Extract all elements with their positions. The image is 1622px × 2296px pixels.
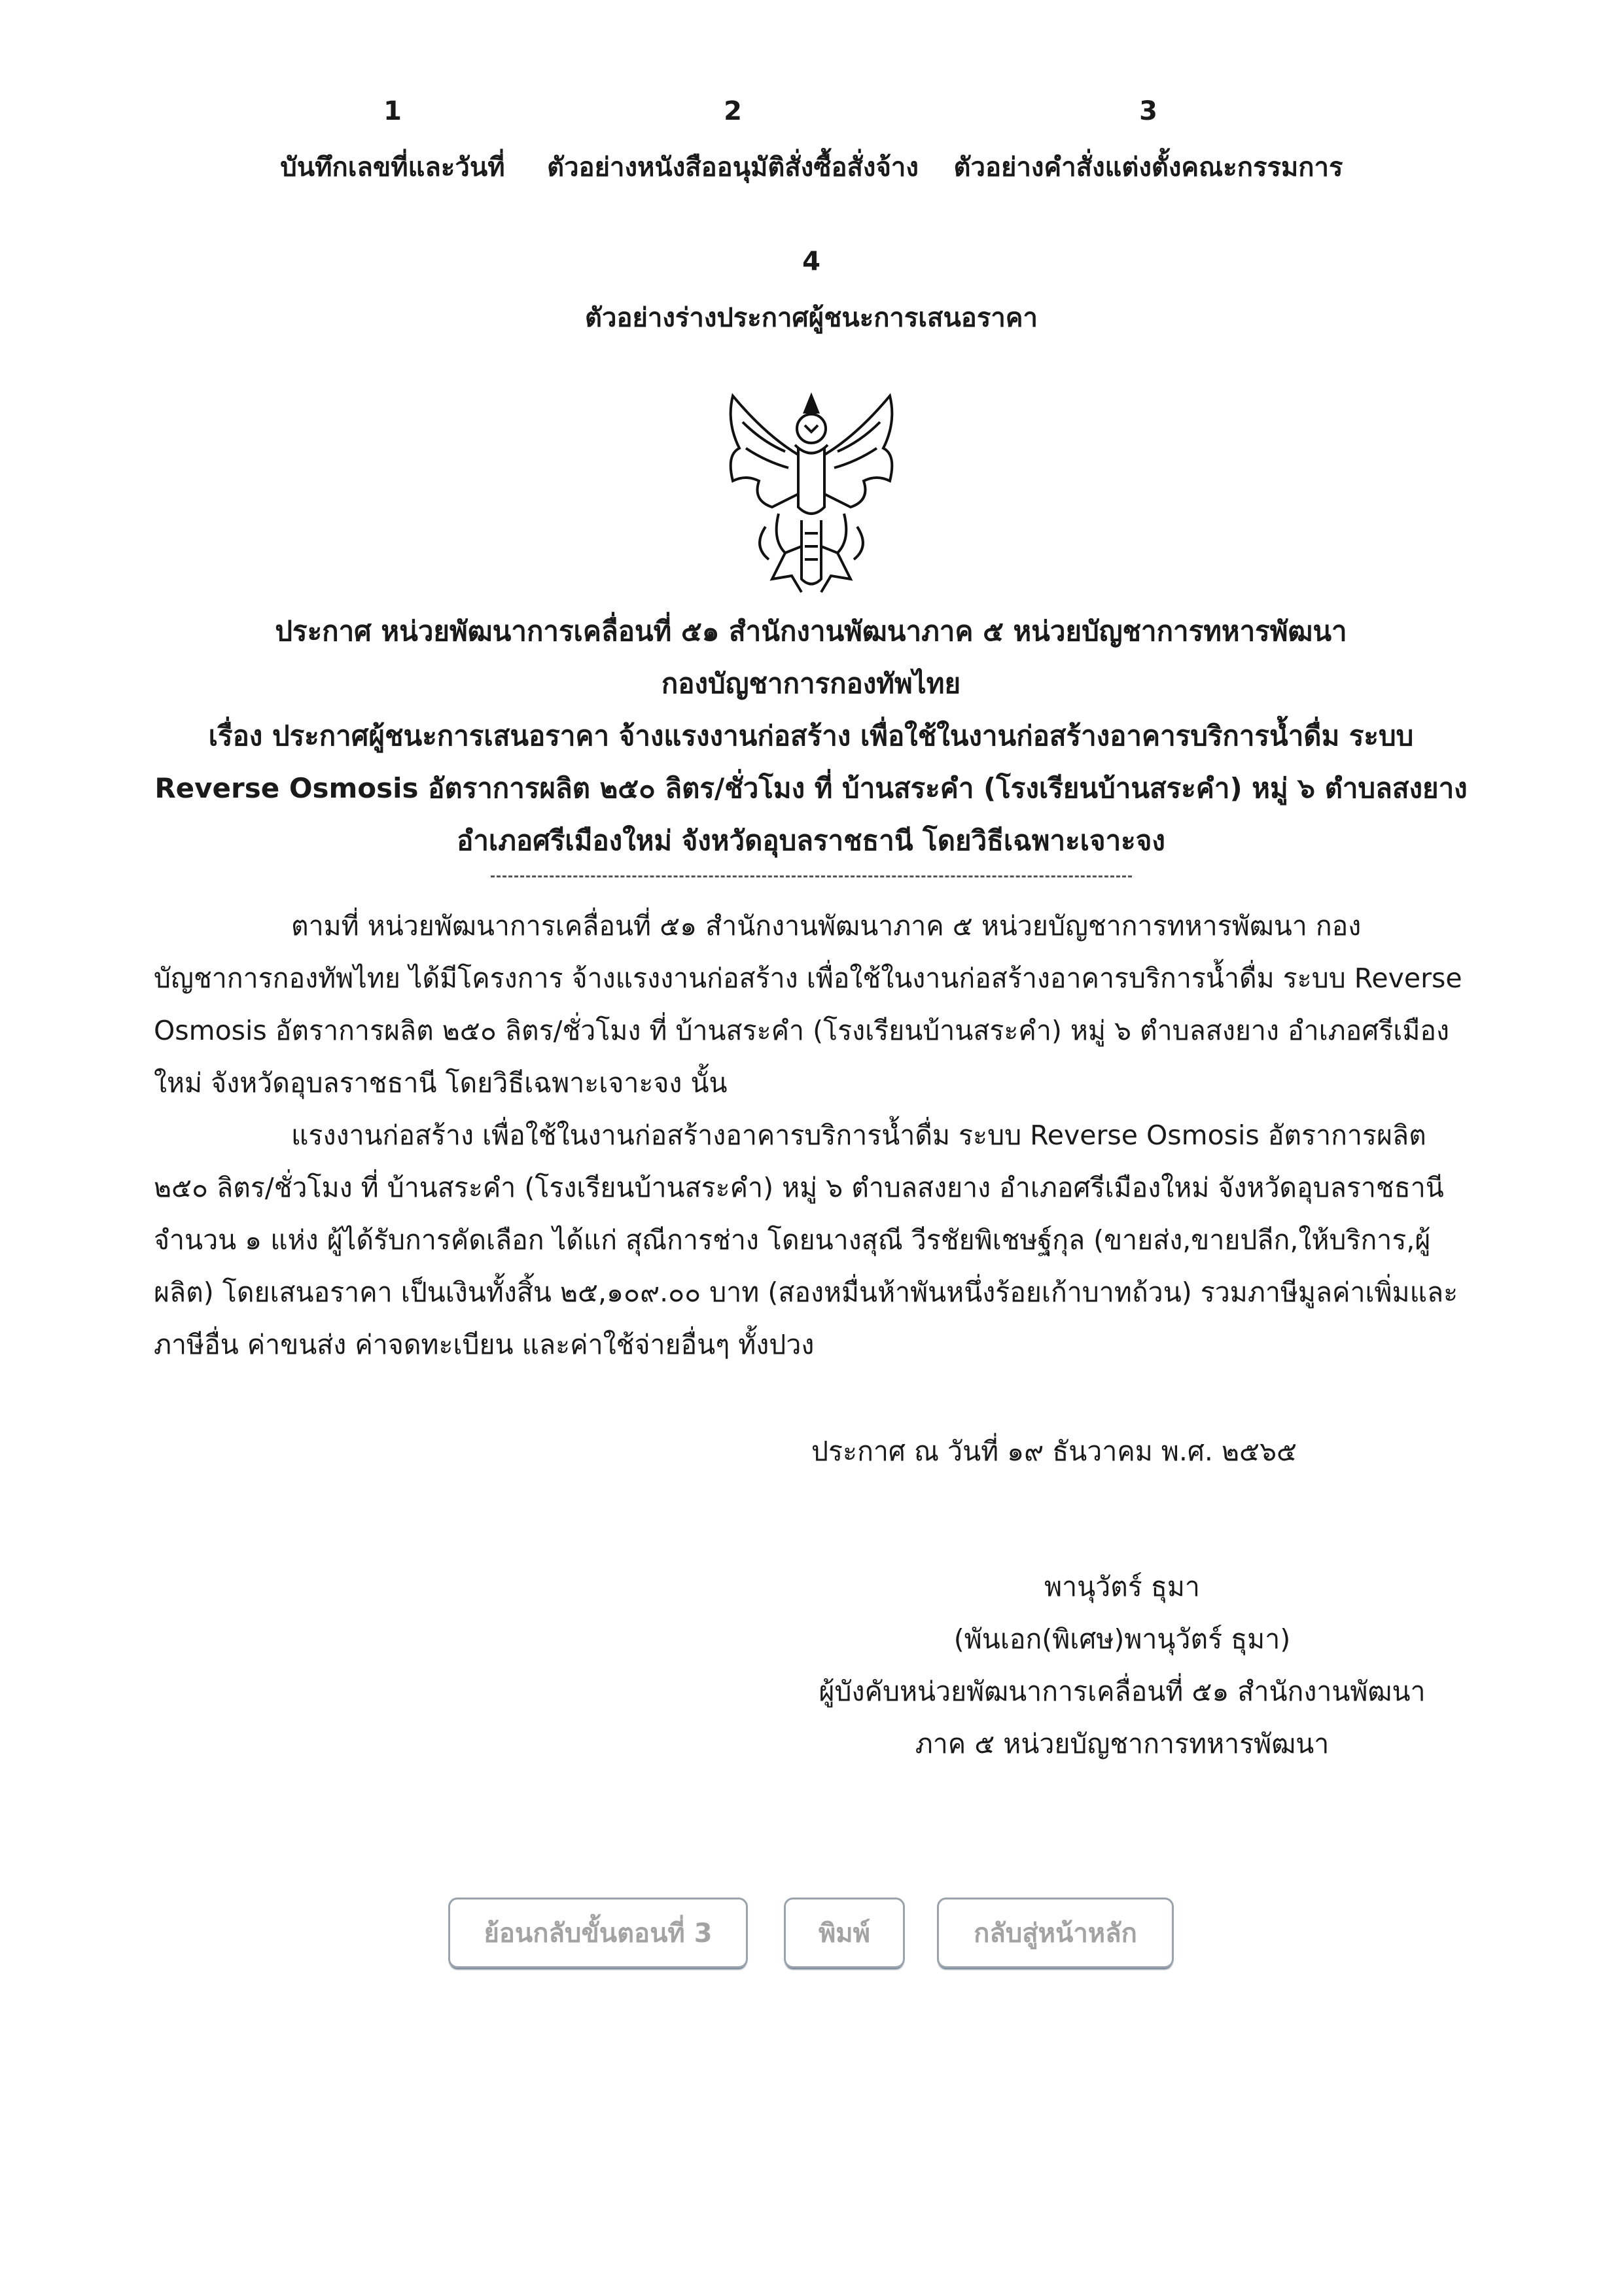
heading-line-3: เรื่อง ประกาศผู้ชนะการเสนอราคา จ้างแรงงานก่อสร้าง เพื่อใช้ในงานก่อสร้างอาคารบริการน้ำดื่ม ระบบ bbox=[208, 720, 1414, 752]
step-1-label: บันทึกเลขที่และวันที่ bbox=[280, 152, 505, 183]
step-2-number: 2 bbox=[724, 96, 742, 126]
signature-name: พานุวัตร์ ธุมา bbox=[1044, 1571, 1200, 1602]
announcement-date: ประกาศ ณ วันที่ ๑๙ ธันวาคม พ.ศ. ๒๕๖๕ bbox=[811, 1436, 1297, 1467]
step-4-label: ตัวอย่างร่างประกาศผู้ชนะการเสนอราคา bbox=[585, 303, 1038, 333]
signature-position-line-2: ภาค ๕ หน่วยบัญชาการทหารพัฒนา bbox=[915, 1728, 1330, 1759]
heading-line-5: อำเภอศรีเมืองใหม่ จังหวัดอุบลราชธานี โดยวิธีเฉพาะเจาะจง bbox=[457, 824, 1165, 857]
back-to-step-3-button[interactable]: ย้อนกลับขั้นตอนที่ 3 bbox=[448, 1898, 748, 1968]
heading-line-4: Reverse Osmosis อัตราการผลิต ๒๕๐ ลิตร/ชั่วโมง ที่ บ้านสระคำ (โรงเรียนบ้านสระคำ) หมู่ ๖ ตำบลสงยาง bbox=[154, 772, 1468, 804]
step-3-number: 3 bbox=[1139, 96, 1157, 126]
step-3-label: ตัวอย่างคำสั่งแต่งตั้งคณะกรรมการ bbox=[953, 152, 1343, 183]
garuda-emblem-icon bbox=[707, 383, 916, 605]
step-4[interactable] bbox=[585, 242, 1038, 338]
step-3[interactable] bbox=[954, 92, 1343, 187]
step-1[interactable] bbox=[280, 92, 504, 187]
announcement-heading bbox=[98, 605, 1524, 867]
body-paragraph-1: ตามที่ หน่วยพัฒนาการเคลื่อนที่ ๕๑ สำนักงานพัฒนาภาค ๕ หน่วยบัญชาการทหารพัฒนา กองบัญชาการกองทัพไทย ได้มีโครงการ จ้างแรงงานก่อสร้าง เพื่อใช้ในงานก่อสร้างอาคารบริการน้ำดื่ม ระบบ Reverse Osmosis อัตราการผลิต ๒๕๐ ลิตร/ชั่วโมง ที่ บ้านสระคำ (โรงเรียนบ้านสระคำ) หมู่ ๖ ตำบลสงยาง อำเภอศรีเมืองใหม่ จังหวัดอุบลราชธานี โดยวิธีเฉพาะเจาะจง นั้น bbox=[154, 910, 1462, 1099]
heading-divider bbox=[491, 875, 1132, 877]
step-2-label: ตัวอย่างหนังสืออนุมัติสั่งซื้อสั่งจ้าง bbox=[547, 152, 919, 183]
step-4-number: 4 bbox=[802, 247, 820, 277]
heading-line-2: กองบัญชาการกองทัพไทย bbox=[661, 667, 961, 699]
action-buttons bbox=[0, 1898, 1622, 1976]
heading-line-1: ประกาศ หน่วยพัฒนาการเคลื่อนที่ ๕๑ สำนักงานพัฒนาภาค ๕ หน่วยบัญชาการทหารพัฒนา bbox=[275, 615, 1347, 647]
announcement-body bbox=[154, 900, 1475, 1371]
step-2[interactable] bbox=[547, 92, 919, 187]
body-paragraph-2: แรงงานก่อสร้าง เพื่อใช้ในงานก่อสร้างอาคารบริการน้ำดื่ม ระบบ Reverse Osmosis อัตราการผลิต ๒๕๐ ลิตร/ชั่วโมง ที่ บ้านสระคำ (โรงเรียนบ้านสระคำ) หมู่ ๖ ตำบลสงยาง อำเภอศรีเมืองใหม่ จังหวัดอุบลราชธานี จำนวน ๑ แห่ง ผู้ได้รับการคัดเลือก ได้แก่ สุณีการช่าง โดยนางสุณี วีรชัยพิเชษฐ์กุล (ขายส่ง,ขายปลีก,ให้บริการ,ผู้ผลิต) โดยเสนอราคา เป็นเงินทั้งสิ้น ๒๕,๑๐๙.๐๐ บาท (สองหมื่นห้าพันหนึ่งร้อยเก้าบาทถ้วน) รวมภาษีมูลค่าเพิ่มและภาษีอื่น ค่าขนส่ง ค่าจดทะเบียน และค่าใช้จ่ายอื่นๆ ทั้งปวง bbox=[154, 1120, 1458, 1360]
signature-position-line-1: ผู้บังคับหน่วยพัฒนาการเคลื่อนที่ ๕๑ สำนักงานพัฒนา bbox=[819, 1676, 1426, 1707]
step-1-number: 1 bbox=[383, 96, 402, 126]
print-button[interactable]: พิมพ์ bbox=[784, 1898, 905, 1968]
signature-full-name: (พันเอก(พิเศษ)พานุวัตร์ ธุมา) bbox=[953, 1623, 1291, 1655]
home-button[interactable]: กลับสู่หน้าหลัก bbox=[937, 1898, 1174, 1968]
signature-block bbox=[752, 1561, 1492, 1770]
